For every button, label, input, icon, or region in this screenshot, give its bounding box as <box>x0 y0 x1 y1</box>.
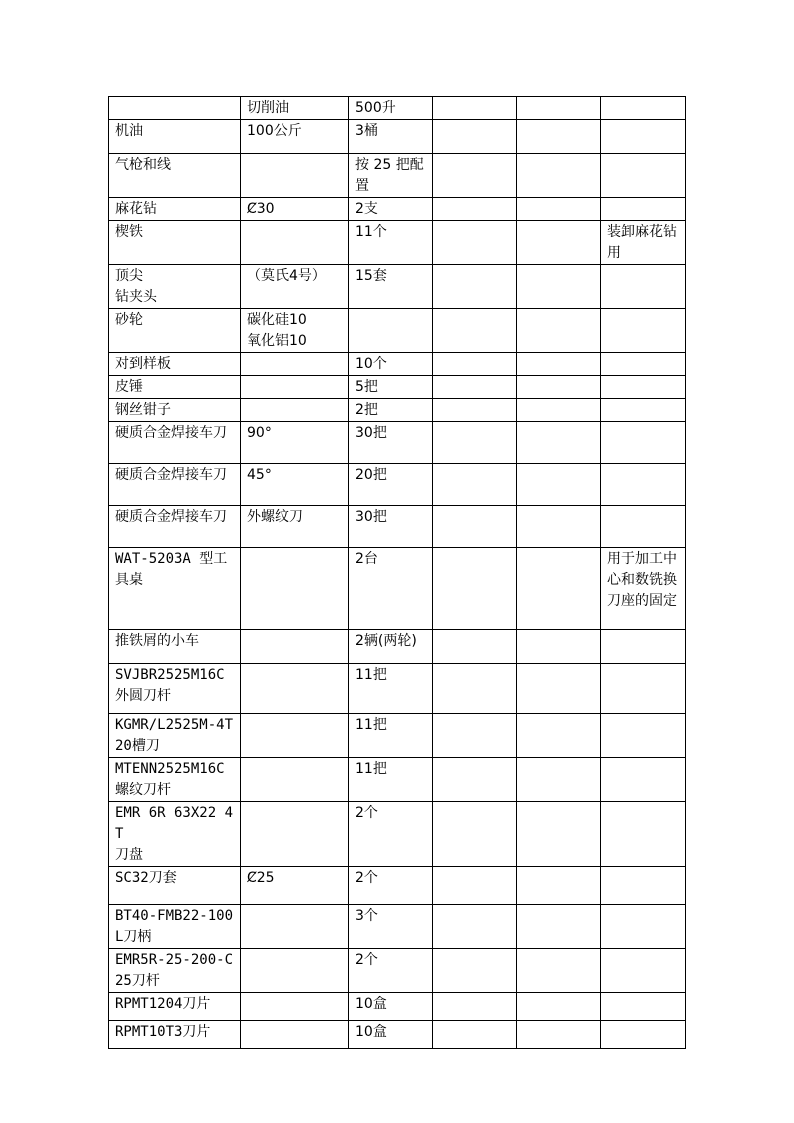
item-note-cell <box>601 399 686 422</box>
item-spec-cell <box>241 221 349 265</box>
item-spec-cell <box>241 714 349 758</box>
empty-cell <box>433 120 517 154</box>
item-name-cell: RPMT10T3刀片 <box>109 1021 241 1049</box>
item-qty-cell: 10个 <box>349 353 433 376</box>
item-note-cell <box>601 464 686 506</box>
table-row <box>109 464 686 506</box>
item-spec-cell <box>241 993 349 1021</box>
item-qty-cell: 5把 <box>349 376 433 399</box>
item-note-cell <box>601 949 686 993</box>
empty-cell <box>517 464 601 506</box>
item-note-cell <box>601 758 686 802</box>
item-spec-cell <box>241 376 349 399</box>
empty-cell <box>433 993 517 1021</box>
item-name-cell: KGMR/L2525M-4T 20槽刀 <box>109 714 241 758</box>
table-row <box>109 949 686 993</box>
table-row <box>109 97 686 120</box>
empty-cell <box>433 664 517 714</box>
item-note-cell <box>601 376 686 399</box>
item-spec-cell: 外螺纹刀 <box>241 506 349 548</box>
empty-cell <box>517 630 601 664</box>
item-qty-cell: 2支 <box>349 198 433 221</box>
item-qty-cell: 2个 <box>349 802 433 867</box>
item-spec-cell <box>241 353 349 376</box>
empty-cell <box>433 353 517 376</box>
item-note-cell: 用于加工中心和数铣换刀座的固定 <box>601 548 686 630</box>
item-note-cell <box>601 265 686 309</box>
empty-cell <box>517 714 601 758</box>
item-note-cell <box>601 120 686 154</box>
item-spec-cell: （莫氏4号） <box>241 265 349 309</box>
empty-cell <box>517 399 601 422</box>
item-spec-cell: Ȼ25 <box>241 867 349 905</box>
equipment-table <box>108 96 686 1049</box>
empty-cell <box>433 422 517 464</box>
item-name-cell: EMR 6R 63X22 4T 刀盘 <box>109 802 241 867</box>
empty-cell <box>433 905 517 949</box>
item-name-cell: RPMT1204刀片 <box>109 993 241 1021</box>
item-spec-cell: Ȼ30 <box>241 198 349 221</box>
item-name-cell: 硬质合金焊接车刀 <box>109 422 241 464</box>
empty-cell <box>517 664 601 714</box>
item-qty-cell: 20把 <box>349 464 433 506</box>
empty-cell <box>433 506 517 548</box>
item-spec-cell: 100公斤 <box>241 120 349 154</box>
item-name-cell: 对到样板 <box>109 353 241 376</box>
item-name-cell: 推铁屑的小车 <box>109 630 241 664</box>
item-qty-cell: 2台 <box>349 548 433 630</box>
empty-cell <box>433 714 517 758</box>
item-qty-cell: 11把 <box>349 664 433 714</box>
table-row <box>109 506 686 548</box>
item-spec-cell <box>241 802 349 867</box>
empty-cell <box>433 949 517 993</box>
table-row <box>109 353 686 376</box>
table-row <box>109 221 686 265</box>
item-qty-cell: 2个 <box>349 867 433 905</box>
item-spec-cell <box>241 758 349 802</box>
item-name-cell: 砂轮 <box>109 309 241 353</box>
empty-cell <box>517 97 601 120</box>
item-name-cell: 气枪和线 <box>109 154 241 198</box>
table-row <box>109 154 686 198</box>
item-qty-cell: 2把 <box>349 399 433 422</box>
item-qty-cell: 2辆(两轮) <box>349 630 433 664</box>
item-name-cell: MTENN2525M16C 螺纹刀杆 <box>109 758 241 802</box>
item-qty-cell: 11个 <box>349 221 433 265</box>
item-qty-cell <box>349 309 433 353</box>
item-qty-cell: 按 25 把配置 <box>349 154 433 198</box>
empty-cell <box>433 548 517 630</box>
item-qty-cell: 11把 <box>349 714 433 758</box>
empty-cell <box>517 1021 601 1049</box>
empty-cell <box>517 221 601 265</box>
empty-cell <box>433 265 517 309</box>
item-note-cell: 装卸麻花钻用 <box>601 221 686 265</box>
item-spec-cell: 碳化硅10 氧化铝10 <box>241 309 349 353</box>
item-name-cell: WAT-5203A 型工具桌 <box>109 548 241 630</box>
table-row <box>109 309 686 353</box>
item-note-cell <box>601 1021 686 1049</box>
item-spec-cell <box>241 548 349 630</box>
item-note-cell <box>601 664 686 714</box>
item-spec-cell: 90° <box>241 422 349 464</box>
item-qty-cell: 2个 <box>349 949 433 993</box>
item-note-cell <box>601 198 686 221</box>
empty-cell <box>433 221 517 265</box>
table-row <box>109 867 686 905</box>
item-spec-cell <box>241 664 349 714</box>
item-name-cell: BT40-FMB22-100 L刀柄 <box>109 905 241 949</box>
item-note-cell <box>601 97 686 120</box>
empty-cell <box>433 630 517 664</box>
item-qty-cell: 30把 <box>349 422 433 464</box>
item-qty-cell: 500升 <box>349 97 433 120</box>
item-qty-cell: 3桶 <box>349 120 433 154</box>
item-note-cell <box>601 353 686 376</box>
empty-cell <box>517 758 601 802</box>
empty-cell <box>517 905 601 949</box>
table-row <box>109 548 686 630</box>
item-spec-cell: 切削油 <box>241 97 349 120</box>
empty-cell <box>517 867 601 905</box>
item-qty-cell: 10盒 <box>349 1021 433 1049</box>
item-note-cell <box>601 422 686 464</box>
item-qty-cell: 11把 <box>349 758 433 802</box>
equipment-table-body <box>109 97 686 1049</box>
item-qty-cell: 3个 <box>349 905 433 949</box>
table-row <box>109 758 686 802</box>
empty-cell <box>433 867 517 905</box>
item-name-cell: SVJBR2525M16C 外圆刀杆 <box>109 664 241 714</box>
table-row <box>109 120 686 154</box>
empty-cell <box>433 198 517 221</box>
item-note-cell <box>601 154 686 198</box>
table-row <box>109 265 686 309</box>
item-name-cell: 皮锤 <box>109 376 241 399</box>
empty-cell <box>433 399 517 422</box>
item-spec-cell <box>241 949 349 993</box>
item-name-cell: 钢丝钳子 <box>109 399 241 422</box>
item-name-cell: 硬质合金焊接车刀 <box>109 506 241 548</box>
empty-cell <box>433 1021 517 1049</box>
item-name-cell: EMR5R-25-200-C 25刀杆 <box>109 949 241 993</box>
item-name-cell: 机油 <box>109 120 241 154</box>
item-note-cell <box>601 802 686 867</box>
table-row <box>109 714 686 758</box>
item-name-cell: 楔铁 <box>109 221 241 265</box>
table-row <box>109 198 686 221</box>
empty-cell <box>433 154 517 198</box>
empty-cell <box>433 802 517 867</box>
table-row <box>109 399 686 422</box>
empty-cell <box>517 949 601 993</box>
item-spec-cell <box>241 630 349 664</box>
empty-cell <box>517 376 601 399</box>
item-spec-cell: 45° <box>241 464 349 506</box>
empty-cell <box>433 309 517 353</box>
empty-cell <box>517 422 601 464</box>
item-spec-cell <box>241 399 349 422</box>
item-spec-cell <box>241 905 349 949</box>
item-name-cell: SC32刀套 <box>109 867 241 905</box>
empty-cell <box>517 993 601 1021</box>
empty-cell <box>433 97 517 120</box>
empty-cell <box>517 265 601 309</box>
item-qty-cell: 30把 <box>349 506 433 548</box>
item-note-cell <box>601 714 686 758</box>
table-row <box>109 422 686 464</box>
table-row <box>109 664 686 714</box>
item-name-cell: 顶尖 钻夹头 <box>109 265 241 309</box>
empty-cell <box>433 758 517 802</box>
empty-cell <box>517 154 601 198</box>
item-name-cell: 硬质合金焊接车刀 <box>109 464 241 506</box>
table-row <box>109 802 686 867</box>
item-qty-cell: 10盒 <box>349 993 433 1021</box>
item-qty-cell: 15套 <box>349 265 433 309</box>
table-row <box>109 905 686 949</box>
table-row <box>109 993 686 1021</box>
table-row <box>109 1021 686 1049</box>
empty-cell <box>517 506 601 548</box>
empty-cell <box>517 548 601 630</box>
table-row <box>109 630 686 664</box>
empty-cell <box>517 120 601 154</box>
table-row <box>109 376 686 399</box>
item-spec-cell <box>241 1021 349 1049</box>
empty-cell <box>433 464 517 506</box>
item-note-cell <box>601 905 686 949</box>
item-note-cell <box>601 630 686 664</box>
item-name-cell: 麻花钻 <box>109 198 241 221</box>
item-note-cell <box>601 993 686 1021</box>
item-spec-cell <box>241 154 349 198</box>
item-name-cell <box>109 97 241 120</box>
item-note-cell <box>601 309 686 353</box>
empty-cell <box>433 376 517 399</box>
empty-cell <box>517 198 601 221</box>
item-note-cell <box>601 506 686 548</box>
empty-cell <box>517 802 601 867</box>
empty-cell <box>517 353 601 376</box>
item-note-cell <box>601 867 686 905</box>
empty-cell <box>517 309 601 353</box>
